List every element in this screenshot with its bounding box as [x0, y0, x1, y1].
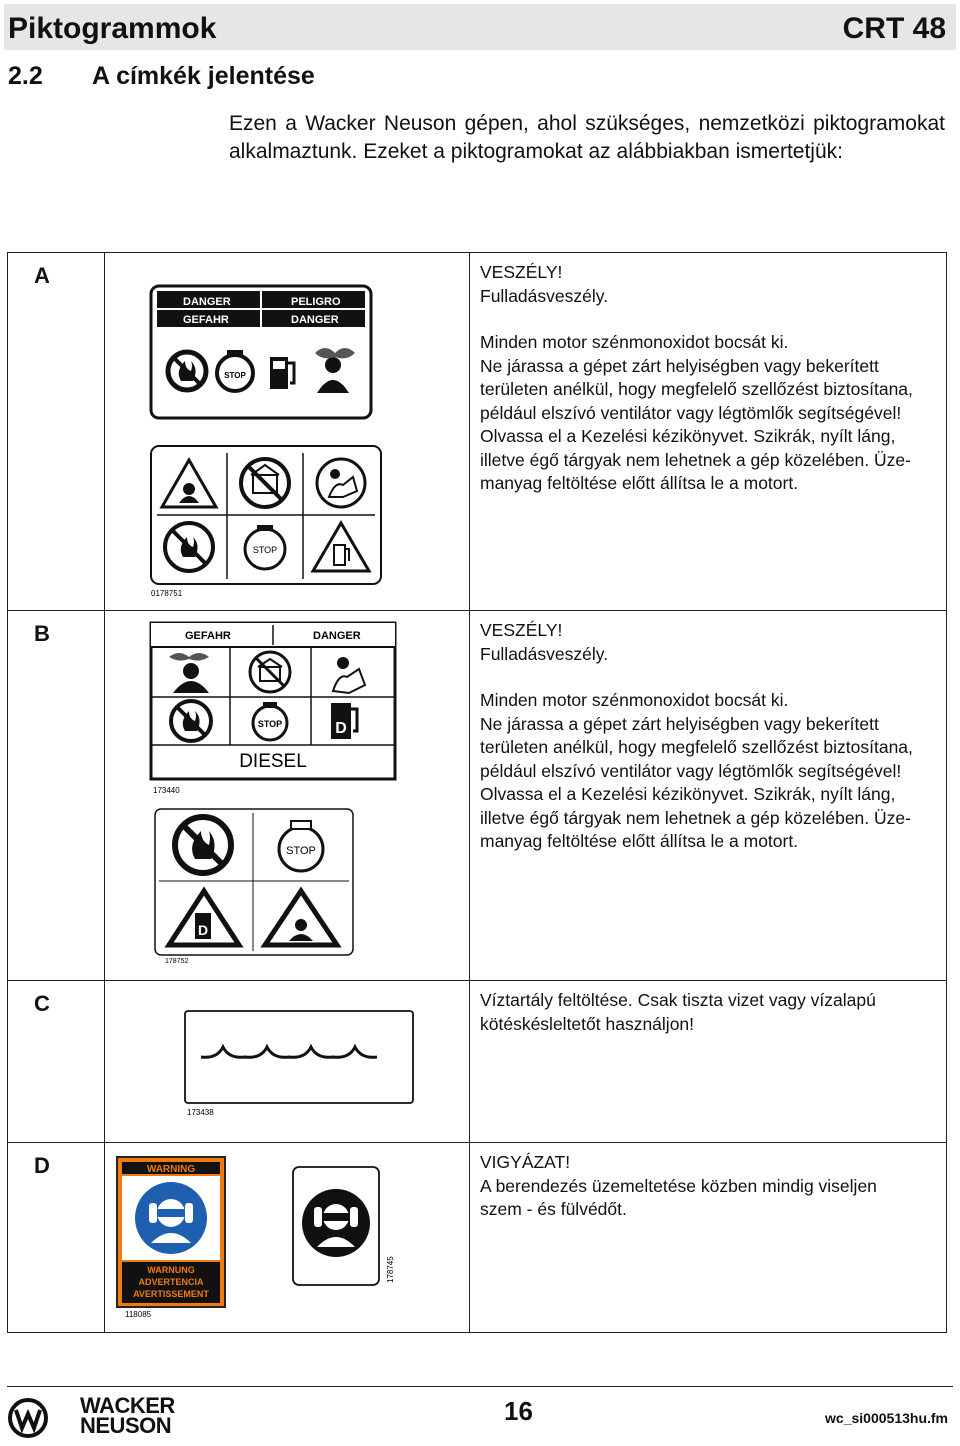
pictogram-table: [7, 252, 947, 1333]
desc-line: VIGYÁZAT!: [480, 1152, 571, 1172]
no-fire-icon: [171, 701, 211, 741]
header-title: Piktogrammok: [8, 12, 217, 45]
row-image-cell: [105, 1143, 470, 1333]
svg-text:D: D: [197, 922, 209, 938]
table-row: [8, 981, 947, 1143]
desc-line: Olvassa el a Kezelési kézikönyvet. Szikrák, nyílt láng,: [480, 426, 896, 446]
stop-text: STOP: [286, 845, 316, 857]
desc-line: illetve égő tárgyak nem lehetnek a gép közelében. Üze-: [480, 807, 911, 828]
desc-line: Olvassa el a Kezelési kézikönyvet. Szikrák, nyílt láng,: [480, 784, 896, 804]
label-word: DANGER: [291, 314, 339, 326]
row-image-cell: [105, 253, 470, 611]
pictogram-label-b: [105, 611, 469, 975]
no-fire-icon: [165, 523, 213, 571]
desc-line: kötéskésleltetőt használjon!: [480, 1013, 695, 1034]
desc-line: szem - és fülvédőt.: [480, 1199, 627, 1219]
label-code: 178752: [165, 958, 189, 965]
label-word: DANGER: [183, 296, 231, 308]
label-word: AVERTISSEMENT: [133, 1289, 209, 1299]
label-code: 178745: [386, 1256, 395, 1283]
row-description: [470, 611, 947, 981]
row-description: [470, 253, 947, 611]
desc-line: Ne járassa a gépet zárt helyiségben vagy bekerített: [480, 713, 879, 734]
no-enclosed-space-icon: [250, 652, 290, 692]
desc-line: illetve égő tárgyak nem lehetnek a gép közelében. Üze-: [480, 449, 911, 470]
page-header: [4, 4, 956, 50]
no-fire-icon: [175, 817, 231, 873]
no-enclosed-space-icon: [241, 459, 289, 507]
table-row: [8, 1143, 947, 1333]
stop-text: STOP: [257, 719, 283, 729]
desc-line: például elszívó ventilátor vagy légtömlők segítségével!: [480, 760, 902, 781]
logo-line: NEUSON: [80, 1413, 172, 1438]
label-code: 0178751: [151, 589, 183, 598]
pictogram-label-a: [105, 253, 469, 605]
ear-eye-protection-icon: [135, 1182, 207, 1254]
label-word: GEFAHR: [183, 314, 229, 326]
desc-line: manyag feltöltése előtt állítsa le a motort.: [480, 473, 799, 493]
desc-line: területen anélkül, hogy megfelelő szellőzést biztosítana,: [480, 379, 913, 399]
desc-line: például elszívó ventilátor vagy légtömlők segítségével!: [480, 402, 902, 423]
desc-line: VESZÉLY!: [480, 620, 563, 640]
label-code: 173440: [153, 786, 180, 795]
row-image-cell: [105, 981, 470, 1143]
desc-line: Fulladásveszély.: [480, 285, 609, 306]
read-manual-icon: [317, 459, 365, 507]
row-letter: A: [8, 253, 105, 611]
desc-line: VESZÉLY!: [480, 262, 563, 282]
section-title: A címkék jelentése: [92, 62, 315, 90]
label-word: WARNUNG: [147, 1265, 195, 1275]
stop-text: STOP: [224, 371, 246, 380]
fuel-type-text: DIESEL: [239, 751, 307, 772]
label-word: DANGER: [313, 630, 361, 642]
label-code: 118085: [125, 1310, 152, 1319]
desc-line: területen anélkül, hogy megfelelő szellőzést biztosítana,: [480, 737, 913, 757]
table-row: [8, 611, 947, 981]
row-letter: C: [8, 981, 105, 1143]
footer-divider: [7, 1386, 953, 1387]
logo-line: WACKER: [80, 1393, 175, 1418]
pictogram-label-c: [105, 981, 469, 1137]
pictogram-label-d: [105, 1143, 469, 1327]
label-code: 173438: [187, 1108, 214, 1117]
desc-line: A berendezés üzemeltetése közben mindig viseljen: [480, 1175, 877, 1196]
row-image-cell: [105, 611, 470, 981]
file-name: wc_si000513hu.fm: [825, 1410, 948, 1426]
row-letter: D: [8, 1143, 105, 1333]
label-word: WARNING: [146, 1164, 196, 1175]
brand-logo-text: [80, 1393, 175, 1438]
stop-text: STOP: [252, 545, 278, 555]
desc-line: Fulladásveszély.: [480, 643, 609, 664]
wacker-neuson-logo-icon: [8, 1398, 48, 1438]
ear-eye-protection-icon: [302, 1189, 370, 1257]
row-letter: B: [8, 611, 105, 981]
intro-paragraph: Ezen a Wacker Neuson gépen, ahol szükséges, nemzetközi piktogramokat alkalmaztunk. Ezeket a piktogramokat az alábbiakban ismertetjük:: [229, 112, 945, 163]
no-fire-icon: [168, 352, 206, 390]
desc-line: Víztartály feltöltése. Csak tiszta vizet vagy vízalapú: [480, 990, 876, 1010]
row-description: [470, 981, 947, 1143]
desc-line: Minden motor szénmonoxidot bocsát ki.: [480, 690, 789, 710]
section-number: 2.2: [8, 62, 43, 90]
row-description: [470, 1143, 947, 1333]
page-number: 16: [504, 1396, 533, 1426]
desc-line: Minden motor szénmonoxidot bocsát ki.: [480, 332, 789, 352]
label-word: GEFAHR: [185, 630, 231, 642]
desc-line: manyag feltöltése előtt állítsa le a motort.: [480, 831, 799, 851]
svg-text:D: D: [335, 720, 347, 737]
label-word: ADVERTENCIA: [138, 1277, 204, 1287]
header-model: CRT 48: [842, 12, 946, 45]
desc-line: Ne járassa a gépet zárt helyiségben vagy bekerített: [480, 355, 879, 376]
label-word: PELIGRO: [291, 296, 341, 308]
table-row: [8, 253, 947, 611]
